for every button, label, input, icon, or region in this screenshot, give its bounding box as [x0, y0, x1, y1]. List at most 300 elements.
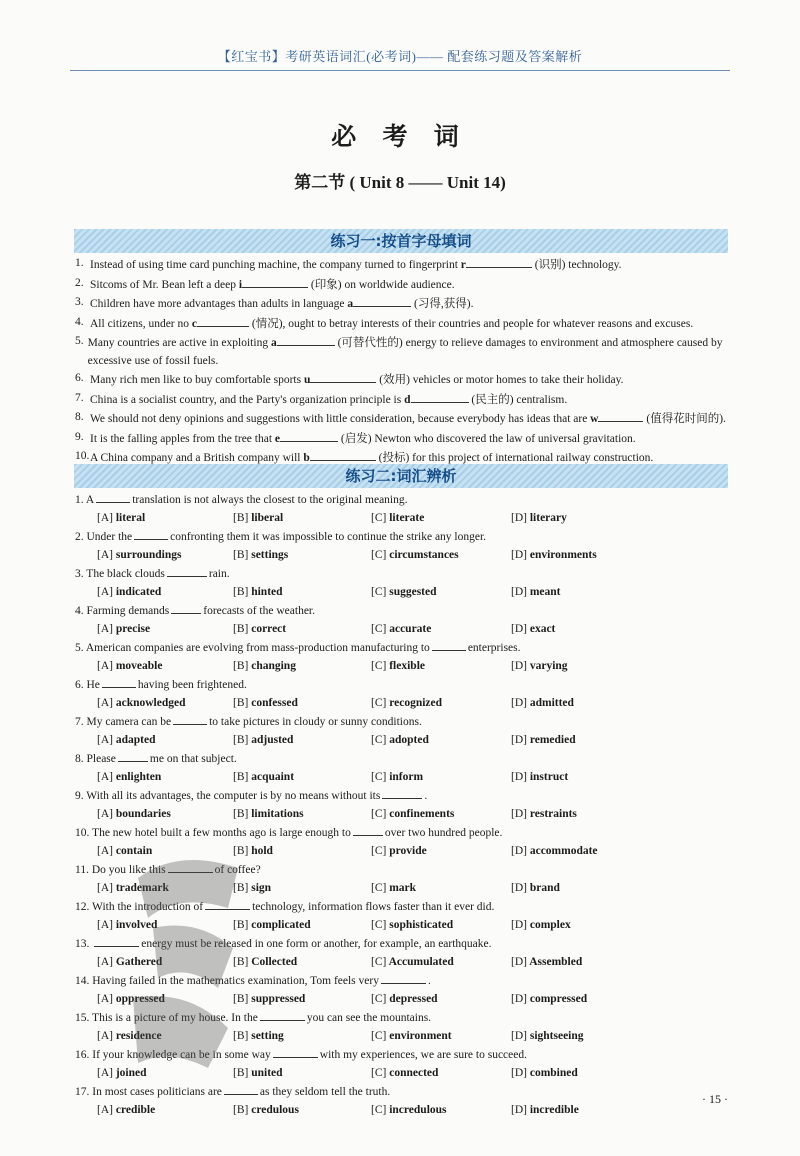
- option-text: mark: [389, 881, 417, 894]
- choice-question: [75, 638, 735, 675]
- option-letter: [A]: [97, 1066, 113, 1079]
- option-letter: [B]: [233, 548, 249, 561]
- option-text: changing: [251, 659, 296, 672]
- option-letter: [B]: [233, 733, 249, 746]
- option-text: adapted: [115, 733, 156, 746]
- question-number: 1.: [75, 494, 84, 506]
- option-row: [75, 584, 735, 602]
- answer-option: [511, 917, 571, 935]
- question-stem: [75, 712, 735, 732]
- option-row: [75, 843, 735, 861]
- option-letter: [C]: [371, 881, 387, 894]
- option-letter: [A]: [97, 659, 113, 672]
- option-text: confessed: [251, 696, 298, 709]
- option-row: [75, 1028, 735, 1046]
- question-number: 3.: [75, 296, 84, 308]
- option-row: [75, 991, 735, 1009]
- question-stem: [75, 564, 735, 584]
- choice-question: [75, 823, 735, 860]
- option-row: [75, 880, 735, 898]
- question-text: [90, 294, 473, 314]
- question-number: 5.: [75, 335, 84, 347]
- option-letter: [A]: [97, 992, 113, 1005]
- option-letter: [B]: [233, 511, 249, 524]
- question-text-before: Having failed in the mathematics examination, Tom feels very: [92, 975, 379, 987]
- question-text-before: A: [85, 494, 95, 506]
- question-stem: [75, 823, 735, 843]
- question-stem: [75, 749, 735, 769]
- answer-option: [371, 732, 429, 750]
- option-letter: [B]: [233, 659, 249, 672]
- question-text-before: The black clouds: [86, 568, 165, 580]
- answer-blank: [205, 897, 250, 910]
- question-number: 9.: [75, 790, 84, 802]
- question-number: 17.: [75, 1086, 90, 1098]
- answer-blank: [167, 564, 207, 577]
- option-text: connected: [389, 1066, 439, 1079]
- question-number: 7.: [75, 716, 84, 728]
- initial-letter: b: [303, 452, 310, 464]
- question-number: 8.: [75, 753, 84, 765]
- option-letter: [C]: [371, 511, 387, 524]
- question-stem: [75, 527, 735, 547]
- option-row: [75, 1065, 735, 1083]
- choice-question: [75, 1082, 735, 1119]
- option-text: adopted: [389, 733, 429, 746]
- question-text-after: (民主的) centralism.: [468, 393, 568, 406]
- option-text: literary: [529, 511, 567, 524]
- option-text: Collected: [251, 955, 298, 968]
- option-text: compressed: [529, 992, 588, 1005]
- answer-option: [511, 1102, 579, 1120]
- option-text: credible: [115, 1103, 156, 1116]
- option-text: united: [251, 1066, 283, 1079]
- question-text-before: Under the: [86, 531, 133, 543]
- question-text-after: (印象) on worldwide audience.: [308, 278, 455, 291]
- answer-option: [97, 991, 165, 1009]
- answer-option: [511, 843, 598, 861]
- answer-option: [511, 1065, 578, 1083]
- option-row: [75, 1102, 735, 1120]
- answer-option: [371, 584, 437, 602]
- option-text: literate: [389, 511, 425, 524]
- answer-option: [233, 547, 288, 565]
- answer-option: [97, 658, 162, 676]
- question-number: 16.: [75, 1049, 90, 1061]
- answer-blank: [280, 429, 338, 442]
- answer-option: [371, 954, 454, 972]
- page-title: 必 考 词: [331, 124, 469, 151]
- option-letter: [B]: [233, 770, 249, 783]
- question-number: 6.: [75, 679, 84, 691]
- question-stem: [75, 971, 735, 991]
- option-row: [75, 621, 735, 639]
- option-text: adjusted: [251, 733, 294, 746]
- option-letter: [A]: [97, 585, 113, 598]
- question-number: 5.: [75, 642, 84, 654]
- option-letter: [A]: [97, 622, 113, 635]
- answer-option: [511, 806, 577, 824]
- question-number: 6.: [75, 372, 84, 384]
- exercise-2-list: [75, 490, 735, 1119]
- answer-option: [371, 1065, 438, 1083]
- option-letter: [D]: [511, 1029, 527, 1042]
- option-letter: [B]: [233, 1103, 249, 1116]
- choice-question: [75, 564, 735, 601]
- answer-blank: [381, 971, 426, 984]
- option-text: Assembled: [529, 955, 583, 968]
- option-letter: [D]: [511, 511, 527, 524]
- question-number: 9.: [75, 430, 84, 443]
- option-text: brand: [529, 881, 560, 894]
- question-text: [90, 255, 622, 275]
- answer-option: [233, 584, 283, 602]
- question-text-before: My camera can be: [86, 716, 172, 728]
- answer-option: [371, 658, 425, 676]
- question-text-after: you can see the mountains.: [306, 1012, 432, 1024]
- option-text: oppressed: [115, 992, 165, 1005]
- answer-option: [511, 954, 582, 972]
- initial-letter: a: [270, 337, 277, 349]
- question-text-after: (效用) vehicles or motor homes to take their holiday.: [376, 374, 624, 386]
- option-letter: [D]: [511, 733, 527, 746]
- header-divider: [70, 70, 730, 71]
- answer-option: [371, 1102, 447, 1120]
- answer-option: [371, 917, 453, 935]
- choice-question: [75, 527, 735, 564]
- option-text: Gathered: [115, 955, 163, 968]
- option-letter: [A]: [97, 770, 113, 783]
- answer-option: [97, 769, 161, 787]
- answer-blank: [168, 860, 213, 873]
- question-stem: [75, 638, 735, 658]
- option-text: circumstances: [389, 548, 459, 561]
- answer-option: [511, 880, 560, 898]
- option-letter: [C]: [371, 696, 387, 709]
- fill-question: [75, 333, 735, 370]
- option-text: combined: [529, 1066, 578, 1079]
- question-number: 2.: [75, 531, 84, 543]
- answer-blank: [173, 712, 207, 725]
- option-letter: [D]: [511, 955, 527, 968]
- question-stem: [75, 490, 735, 510]
- answer-option: [233, 806, 304, 824]
- option-text: involved: [115, 918, 158, 931]
- initial-letter: a: [347, 298, 354, 310]
- answer-blank: [277, 333, 335, 346]
- answer-blank: [96, 490, 130, 503]
- question-text-before: Sitcoms of Mr. Bean left a deep: [90, 278, 239, 291]
- option-text: provide: [389, 844, 427, 857]
- option-text: admitted: [529, 696, 574, 709]
- answer-option: [233, 658, 296, 676]
- question-stem: [75, 675, 735, 695]
- option-letter: [C]: [371, 955, 387, 968]
- option-text: instruct: [529, 770, 569, 783]
- question-text-after: with my experiences, we are sure to succeed.: [319, 1049, 527, 1061]
- fill-question: [75, 429, 735, 449]
- option-text: incredulous: [389, 1103, 447, 1116]
- option-text: precise: [115, 622, 151, 635]
- exercise-2-banner: 练习二:词汇辨析: [74, 464, 728, 488]
- question-text-before: If your knowledge can be in some way: [92, 1049, 271, 1061]
- answer-option: [233, 954, 297, 972]
- answer-option: [97, 806, 171, 824]
- option-text: meant: [529, 585, 561, 598]
- answer-option: [97, 843, 152, 861]
- option-text: settings: [251, 548, 289, 561]
- answer-option: [233, 510, 283, 528]
- question-text-before: In most cases politicians are: [92, 1086, 222, 1098]
- option-letter: [D]: [511, 992, 527, 1005]
- question-number: 15.: [75, 1012, 90, 1024]
- option-text: liberal: [251, 511, 284, 524]
- question-number: 8.: [75, 411, 84, 423]
- question-number: 10.: [75, 450, 90, 462]
- question-text-after: (启发) Newton who discovered the law of universal gravitation.: [338, 432, 636, 445]
- answer-option: [371, 621, 431, 639]
- question-text-before: Children have more advantages than adults in language: [90, 298, 348, 310]
- question-text-before: This is a picture of my house. In the: [92, 1012, 258, 1024]
- answer-option: [233, 917, 311, 935]
- option-letter: [C]: [371, 770, 387, 783]
- option-text: contain: [115, 844, 153, 857]
- option-letter: [A]: [97, 696, 113, 709]
- question-text-before: A China company and a British company will: [90, 452, 304, 464]
- option-text: hinted: [251, 585, 283, 598]
- question-text-after: enterprises.: [467, 642, 521, 654]
- answer-blank: [598, 409, 643, 422]
- option-text: joined: [115, 1066, 147, 1079]
- answer-option: [511, 621, 555, 639]
- option-letter: [D]: [511, 770, 527, 783]
- option-text: restraints: [529, 807, 577, 820]
- option-text: confinements: [389, 807, 455, 820]
- answer-blank: [118, 749, 148, 762]
- answer-blank: [432, 638, 466, 651]
- fill-question: [75, 255, 735, 275]
- option-letter: [B]: [233, 1066, 249, 1079]
- option-row: [75, 732, 735, 750]
- option-text: inform: [389, 770, 424, 783]
- answer-option: [97, 547, 181, 565]
- question-text: [90, 409, 726, 429]
- option-letter: [A]: [97, 918, 113, 931]
- running-header: 【红宝书】考研英语词汇(必考词)—— 配套练习题及答案解析: [217, 49, 583, 64]
- question-text-before: Many countries are active in exploiting: [87, 337, 271, 349]
- option-text: accommodate: [529, 844, 598, 857]
- question-text: [90, 429, 636, 449]
- question-text-after: technology, information flows faster than it ever did.: [252, 901, 495, 913]
- option-letter: [D]: [511, 696, 527, 709]
- question-number: 13.: [75, 938, 90, 950]
- choice-question: [75, 749, 735, 786]
- option-letter: [D]: [511, 548, 527, 561]
- answer-option: [97, 695, 186, 713]
- option-letter: [B]: [233, 585, 249, 598]
- option-letter: [D]: [511, 918, 527, 931]
- fill-question: [75, 275, 735, 295]
- answer-blank: [197, 314, 249, 327]
- option-text: exact: [529, 622, 556, 635]
- option-text: surroundings: [115, 548, 182, 561]
- choice-question: [75, 786, 735, 823]
- option-text: moveable: [115, 659, 163, 672]
- option-text: recognized: [389, 696, 443, 709]
- option-text: environments: [529, 548, 597, 561]
- answer-blank: [260, 1008, 305, 1021]
- option-letter: [C]: [371, 1066, 387, 1079]
- question-stem: [75, 860, 735, 880]
- option-letter: [A]: [97, 1029, 113, 1042]
- answer-blank: [310, 448, 376, 461]
- answer-blank: [171, 601, 201, 614]
- answer-blank: [242, 275, 308, 288]
- question-number: 2.: [75, 276, 84, 289]
- option-letter: [C]: [371, 1103, 387, 1116]
- exercise-1-banner: 练习一:按首字母填词: [74, 229, 728, 253]
- question-text-before: It is the falling apples from the tree that: [90, 432, 275, 445]
- option-text: remedied: [529, 733, 576, 746]
- answer-blank: [134, 527, 168, 540]
- choice-question: [75, 675, 735, 712]
- option-text: setting: [251, 1029, 284, 1042]
- option-letter: [D]: [511, 881, 527, 894]
- answer-blank: [273, 1045, 318, 1058]
- answer-option: [97, 584, 161, 602]
- answer-option: [511, 1028, 584, 1046]
- option-letter: [D]: [511, 622, 527, 635]
- option-text: sophisticated: [389, 918, 454, 931]
- option-text: accurate: [389, 622, 432, 635]
- option-text: complicated: [251, 918, 311, 931]
- option-letter: [C]: [371, 548, 387, 561]
- question-text-after: (值得花时间的).: [643, 413, 726, 425]
- option-letter: [C]: [371, 844, 387, 857]
- option-letter: [B]: [233, 881, 249, 894]
- question-text-after: me on that subject.: [149, 753, 237, 765]
- question-text-before: With all its advantages, the computer is by no means without its: [86, 790, 381, 802]
- choice-question: [75, 860, 735, 897]
- answer-option: [97, 1028, 162, 1046]
- answer-option: [97, 1102, 155, 1120]
- fill-question: [75, 294, 735, 314]
- question-text-after: of coffee?: [214, 864, 261, 876]
- question-text-before: With the introduction of: [92, 901, 204, 913]
- question-number: 14.: [75, 975, 90, 987]
- initial-letter: d: [404, 393, 411, 406]
- fill-question: [75, 370, 735, 390]
- option-letter: [B]: [233, 622, 249, 635]
- answer-option: [511, 769, 568, 787]
- question-text-before: The new hotel built a few months ago is large enough to: [92, 827, 351, 839]
- choice-question: [75, 712, 735, 749]
- question-text-before: Please: [86, 753, 116, 765]
- option-row: [75, 510, 735, 528]
- question-text-after: (识别) technology.: [531, 259, 622, 271]
- option-text: incredible: [529, 1103, 579, 1116]
- page-number: · 15 ·: [702, 1092, 728, 1106]
- question-stem: [75, 1045, 735, 1065]
- question-text-before: Farming demands: [86, 605, 170, 617]
- option-letter: [C]: [371, 1029, 387, 1042]
- initial-letter: e: [274, 432, 281, 445]
- choice-question: [75, 490, 735, 527]
- fill-question: [75, 390, 735, 410]
- option-letter: [C]: [371, 807, 387, 820]
- question-text-after: to take pictures in cloudy or sunny conditions.: [209, 716, 422, 728]
- option-letter: [B]: [233, 992, 249, 1005]
- question-text-before: He: [86, 679, 100, 691]
- answer-blank: [310, 370, 376, 383]
- question-text-after: translation is not always the closest to the original meaning.: [132, 494, 408, 506]
- answer-option: [97, 1065, 147, 1083]
- answer-option: [511, 547, 597, 565]
- option-letter: [A]: [97, 881, 113, 894]
- option-letter: [C]: [371, 585, 387, 598]
- option-text: trademark: [115, 881, 169, 894]
- option-letter: [B]: [233, 1029, 249, 1042]
- question-text-after: as they seldom tell the truth.: [259, 1086, 391, 1098]
- option-letter: [D]: [511, 1066, 527, 1079]
- initial-letter: u: [303, 374, 311, 386]
- question-number: 7.: [75, 391, 84, 404]
- option-text: limitations: [251, 807, 304, 820]
- option-letter: [A]: [97, 511, 113, 524]
- answer-option: [371, 843, 427, 861]
- choice-question: [75, 971, 735, 1008]
- question-text-after: (情况), ought to betray interests of their countries and people for whatever reasons and excuses.: [249, 317, 694, 330]
- choice-question: [75, 601, 735, 638]
- question-stem: [75, 1008, 735, 1028]
- option-row: [75, 658, 735, 676]
- question-text-before: All citizens, under no: [90, 317, 192, 330]
- initial-letter: r: [460, 259, 466, 271]
- question-number: 10.: [75, 827, 90, 839]
- question-text: [90, 370, 623, 390]
- option-letter: [A]: [97, 733, 113, 746]
- answer-option: [97, 510, 145, 528]
- option-row: [75, 695, 735, 713]
- question-text-before: Many rich men like to buy comfortable sports: [90, 374, 304, 386]
- question-stem: [75, 1082, 735, 1102]
- option-row: [75, 917, 735, 935]
- question-text: [90, 275, 455, 295]
- question-text-after: energy must be released in one form or another, for example, an earthquake.: [141, 938, 492, 950]
- answer-option: [97, 880, 169, 898]
- answer-option: [371, 1028, 452, 1046]
- question-stem: [75, 786, 735, 806]
- question-text-after: (可替代性的) energy to relieve damages to environment and atmosphere caused by excessive use of fossil fuels.: [87, 337, 723, 367]
- question-text-after: confronting them it was impossible to continue the strike any longer.: [170, 531, 487, 543]
- question-number: 1.: [75, 257, 84, 269]
- option-text: hold: [251, 844, 273, 857]
- option-row: [75, 954, 735, 972]
- answer-option: [371, 547, 459, 565]
- option-row: [75, 769, 735, 787]
- answer-option: [97, 621, 150, 639]
- answer-option: [233, 732, 293, 750]
- option-text: environment: [389, 1029, 452, 1042]
- option-text: residence: [115, 1029, 162, 1042]
- answer-blank: [102, 675, 136, 688]
- answer-option: [233, 1102, 299, 1120]
- option-row: [75, 806, 735, 824]
- answer-option: [511, 584, 561, 602]
- choice-question: [75, 934, 735, 971]
- question-number: 12.: [75, 901, 90, 913]
- answer-option: [233, 1065, 283, 1083]
